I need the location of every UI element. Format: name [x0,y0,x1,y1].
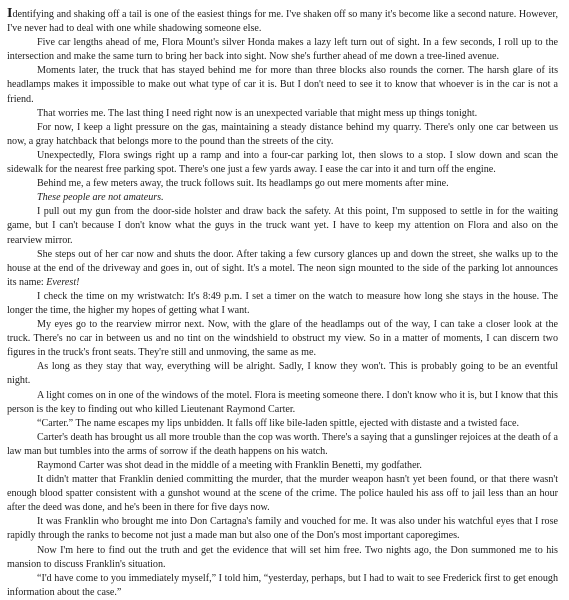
paragraph: A light comes on in one of the windows of the motel. Flora is meeting someone there. I don't know who it is, but I know that this person is the key to finding out who killed Lieutenant Raymond Carter. [7,389,558,415]
paragraph: Raymond Carter was shot dead in the middle of a meeting with Franklin Benetti, my godfather. [37,460,422,471]
drop-initial: I [7,6,13,21]
paragraph: That worries me. The last thing I need right now is an unexpected variable that might mess up things tonight. [37,107,478,119]
paragraph: My eyes go to the rearview mirror next. Now, with the glare of the headlamps out of the way, I can take a closer look at the truck. There's no car in between us and no tint on the windshield to obstruct my view. So in a matter of moments, I can discern two figures in the truck's front seats. They're still and unmoving, the same as me. [7,319,558,359]
paragraph: I pull out my gun from the door-side holster and draw back the safety. At this point, I'm supposed to settle in for the waiting game, but I can't because I don't know what the guys in the truck want yet. I have to keep my attention on Flora and also on the rearview mirror. [7,206,558,246]
paragraph: Moments later, the truck that has stayed behind me for more than three blocks also rounds the corner. The harsh glare of its headlamps makes it impossible to make out what type of car it is. But I don't need to see it to know that whoever is in the car is not a friend. [7,65,558,105]
motel-paragraph [7,248,558,290]
paragraph: Behind me, a few meters away, the truck follows suit. Its headlamps go out mere moments after mine. [37,178,449,190]
opening-paragraph [7,8,558,36]
paragraph: Unexpectedly, Flora swings right up a ramp and into a four-car parking lot, then slows to a stop. I slow down and scan the sidewalk for the nearest free parking spot. There's one just a few yards away. I ease the car into it and turn off the engine. [7,149,558,176]
paragraph: Now I'm here to find out the truth and get the evidence that will set him free. Two nights ago, the Don summoned me to his mansion to discuss Franklin's situation. [7,544,558,570]
motel-text: She steps out of her car now and shuts the door. After taking a few cursory glances up and down the street, she walks up to the house at the end of the driveway and goes in, out of sight. It's a motel. The neon sign mounted to the side of the parking lot announces its name: [7,248,558,288]
paragraph: Five car lengths ahead of me, Flora Mount's silver Honda makes a lazy left turn out of sight. In a few seconds, I roll up to the intersection and make the same turn to bring her back into sight. Now she's further ahead of me down a tree-lined avenue. [7,37,558,63]
italic-paragraph [7,191,558,205]
opening-text: dentifying and shaking off a tail is one of the easiest things for me. I've shaken off so many it's become like a second nature. However, I've never had to deal with one while shadowing someone else. [7,9,558,35]
paragraph: Carter's death has brought us all more trouble than the cop was worth. There's a saying that a gunslinger rejoices at the death of a law man but tumbles into the arms of sorrow if the death happens on his watch. [7,431,558,457]
italic-line: These people are not amateurs. [37,192,164,204]
paragraph: “Carter.” The name escapes my lips unbidden. It falls off like bile-laden spittle, ejected with distaste and a twisted face. [37,417,520,429]
motel-name: Everest! [46,276,80,288]
paragraph: It was Franklin who brought me into Don Cartagna's family and vouched for me. It was also under his watchful eyes that I rose rapidly through the ranks to become not just a made man but also one of the Don's most important caporegimes. [7,516,558,542]
paragraph: I check the time on my wristwatch: It's 8:49 p.m. I set a timer on the watch to measure how long she stays in the house. The longer the time, the higher my hopes of getting what I want. [7,290,558,316]
paragraph: As long as they stay that way, everything will be alright. Sadly, I know they won't. This is probably going to be an eventful night. [7,361,558,387]
paragraph: It didn't matter that Franklin denied committing the murder, that the murder weapon hasn't yet been found, or that there wasn't enough blood spatter consistent with a gunshot wound at the scene of the crime. The police hauled his ass off to jail less than an hour after the deed was done, and he's been in there for five days now. [7,474,558,514]
paragraph: “I'd have come to you immediately myself,” I told him, “yesterday, perhaps, but I had to wait to see Frederick first to get enough information about the case.” [7,572,558,598]
paragraph: For now, I keep a light pressure on the gas, maintaining a steady distance behind my quarry. There's only one car between us now, a gray hatchback that belongs more to the pound than the streets of the city. [7,121,558,147]
